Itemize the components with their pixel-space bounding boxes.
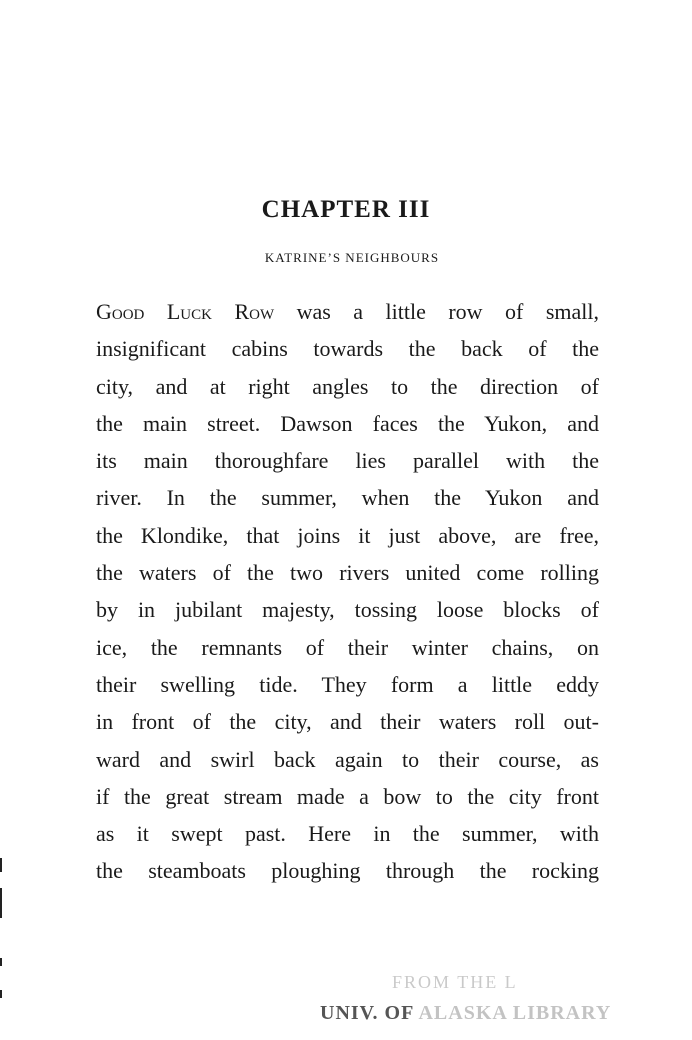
text-line: the waters of the two rivers united come rolling [96, 560, 599, 586]
scan-edge-mark [0, 888, 2, 918]
text-line: insignificant cabins towards the back of the [96, 336, 599, 362]
text-line [96, 293, 599, 330]
text-line: ward and swirl back again to their course, as [96, 746, 599, 772]
text-line-content: was a little row of small, [274, 299, 599, 324]
stamp-clear-text: UNIV. OF [320, 1002, 414, 1024]
scan-edge-mark [0, 990, 2, 998]
text-line: its main thoroughfare lies parallel with the [96, 448, 599, 474]
text-line: if the great stream made a bow to the city front [96, 783, 599, 809]
text-line: in front of the city, and their waters roll out- [96, 709, 599, 735]
stamp-faded-text: ALASKA LIBRARY [418, 1002, 612, 1024]
stamp-line-1: FROM THE L [392, 972, 518, 992]
scan-edge-mark [0, 958, 2, 966]
text-line: ice, the remnants of their winter chains, on [96, 634, 599, 660]
scan-edge-mark [0, 858, 2, 872]
text-line: the steamboats ploughing through the rocking [96, 858, 599, 884]
body-paragraph [96, 293, 599, 890]
text-line: river. In the summer, when the Yukon and [96, 485, 599, 511]
text-line: their swelling tide. They form a little eddy [96, 671, 599, 697]
chapter-title: CHAPTER III [261, 196, 431, 223]
text-line: the main street. Dawson faces the Yukon, and [96, 410, 599, 436]
opening-smallcaps: Good Luck Row [96, 299, 275, 324]
text-line: by in jubilant majesty, tossing loose blocks of [96, 597, 599, 623]
stamp-line-2 [320, 1002, 611, 1025]
text-line: city, and at right angles to the direction of [96, 373, 599, 399]
text-line: the Klondike, that joins it just above, are free, [96, 522, 599, 548]
chapter-subtitle: KATRINE’S NEIGHBOURS [264, 250, 440, 265]
text-line: as it swept past. Here in the summer, with [96, 821, 599, 847]
